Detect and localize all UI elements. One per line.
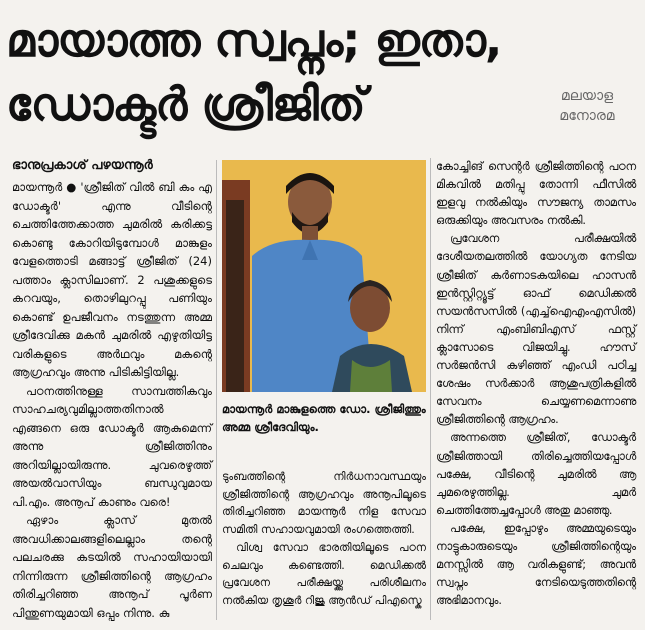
paragraph: വിശ്വ സേവാ ഭാരതിയിലൂടെ പഠന ചെലവും കണ്ടെത്തി. മെഡിക്കൽ പ്രവേശന പരീക്ഷയ്ക്കു പരിശീലനം നൽകിയ തൃശൂർ റിജു ആൻഡ് പിഎസ്കെ [222,540,426,607]
article-column-3 [436,158,636,610]
paragraph: പഠനത്തിനുള്ള സാമ്പത്തികവും സാഹചര്യവുമില്ലാത്തതിനാൽ എങ്ങനെ ഒരു ഡോക്ടർ ആകുമെന്ന് അന്നു ശ്രീജിത്തിനും അറിയില്ലായിരുന്നു. ചുവരെഴുത്ത് അയൽവാസിയും ബന്ധുവുമായ പി.എം. അനൂപ് കാണും വരെ! [12,383,212,509]
column-divider [430,158,431,620]
paragraph: പക്ഷേ, ഇപ്പോഴും അമ്മയുടെയും നാട്ടുകാരുടെയും ശ്രീജിത്തിന്റെയും മനസ്സിൽ ആ വരികളുണ്ട്; അവൻ സ്വപ്നം നേടിയെടുത്തതിന്റെ അഭിമാനവും. [436,521,636,608]
article-column-1 [12,178,212,622]
headline [6,8,546,136]
paragraph: ഏഴാം ക്ലാസ് മുതൽ അവധിക്കാലങ്ങളിലെല്ലാം തന്റെ പലചരക്കു കടയിൽ സഹായിയായി നിന്നിരുന്ന ശ്രീജിത്തിന്റെ ആഗ്രഹം തിരിച്ചറിഞ്ഞ അനൂപ് പൂർണ പിന്തുണയുമായി ഒപ്പം നിന്നു. കു [12,513,212,620]
paragraph: ടുംബത്തിന്റെ നിർധനാവസ്ഥയും ശ്രീജിത്തിന്റെ ആഗ്രഹവും അനൂപിലൂടെ തിരിച്ചറിഞ്ഞ മായന്നൂർ നിള സേവാ സമിതി സഹായവുമായി രംഗത്തെത്തി. [222,470,426,537]
masthead-line-2: മനോരമ [559,108,615,124]
news-photo [222,160,426,392]
masthead-line-1: മലയാള [560,88,614,104]
newspaper-masthead [532,86,642,126]
photo-caption: മായന്നൂർ മാങ്കുളത്തെ ഡോ. ശ്രീജിത്തും അമ്മ ശ്രീദേവിയും. [222,402,426,434]
photo-illustration [222,160,426,392]
paragraph: കോച്ചിങ് സെന്റർ ശ്രീജിത്തിന്റെ പഠന മികവിൽ മതിപ്പു തോന്നി ഫീസിൽ ഇളവു നൽകിയും സൗജന്യ താമസം ഒരുക്കിയും അവസരം നൽകി. [436,160,636,228]
article-column-2 [222,468,426,610]
paragraph: പ്രവേശന പരീക്ഷയിൽ ദേശീയതലത്തിൽ യോഗ്യത നേടിയ ശ്രീജിത് കർണാടകയിലെ ഹാസൻ ഇൻസ്റ്റിറ്റ്യൂട്ട് ഓഫ് മെഡിക്കൽ സയൻസസിൽ (എച്ച്ഐഎംഎസിൽ) നിന്ന് എംബിബിഎസ് ഫസ്റ്റ് ക്ലാസോടെ വിജയിച്ചു. ഹൗസ് സർജൻസി കഴിഞ്ഞ് എംഡി പഠിച്ച ശേഷം സർക്കാർ ആശുപത്രികളിൽ സേവനം ചെയ്യണമെന്നാണു ശ്രീജിത്തിന്റെ ആഗ്രഹം. [436,232,636,427]
paragraph: മായന്നൂർ ● 'ശ്രീജിത് വിൽ ബി കം എ ഡോക്ടർ' എന്നു വീടിന്റെ ചെത്തിത്തേക്കാത്ത ചുമരിൽ കരിക്കട്ട കൊണ്ടു കോറിയിടുമ്പോൾ മാങ്കുളം വേളത്തൊടി മങ്ങാട്ട് ശ്രീജിത് (24) പത്താം ക്ലാസിലാണ്. 2 പശുക്കളുടെ കറവയും, തൊഴിലുറപ്പു പണിയും കൊണ്ട് ഉപജീവനം നടത്തുന്ന അമ്മ ശ്രീദേവിക്കു മകൻ ചുമരിൽ എഴുതിയിട്ട വരികളുടെ അർഥവും മകന്റെ ആഗ്രഹവും അന്നു പിടികിട്ടിയില്ല. [12,180,212,379]
paragraph: അന്നത്തെ ശ്രീജിത്, ഡോക്ടർ ശ്രീജിത്തായി തിരിച്ചെത്തിയപ്പോൾ പക്ഷേ, വീടിന്റെ ചുമരിൽ ആ ചുമരെഴുത്തില്ല. ചുമർ ചെത്തിത്തേച്ചപ്പോൾ അതു മാഞ്ഞു. [436,431,636,517]
column-divider [216,160,217,620]
headline-line-1: മായാത്ത സ്വപ്നം; ഇതാ, [6,13,502,67]
headline-line-2: ഡോക്ടർ ശ്രീജിത് [6,77,365,131]
byline: ഭാനുപ്രകാശ് പഴയന്നൂർ [12,158,153,173]
